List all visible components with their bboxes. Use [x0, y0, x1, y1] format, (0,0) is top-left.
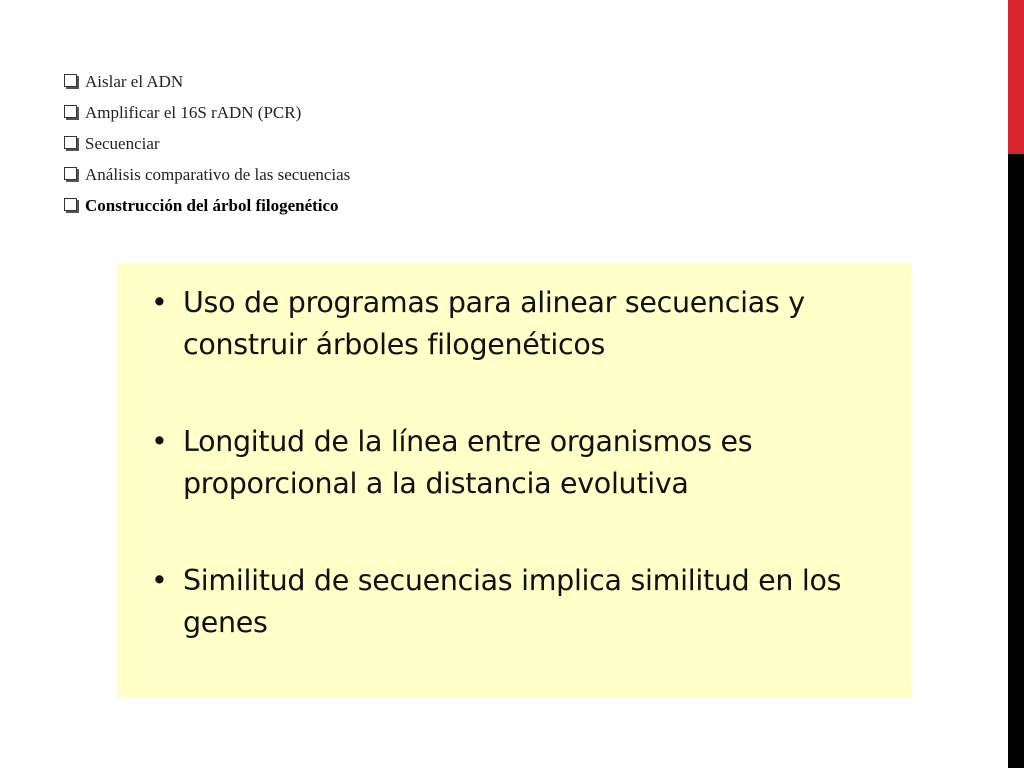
checkbox-icon — [64, 198, 77, 211]
bullet-icon: • — [151, 286, 168, 319]
bullet-icon: • — [151, 425, 168, 458]
phylogeny-notes-box — [117, 264, 912, 698]
accent-bar-black — [1008, 154, 1024, 768]
checkbox-icon — [64, 136, 77, 149]
checkbox-icon — [64, 167, 77, 180]
checkbox-icon — [64, 74, 77, 87]
bullet-icon: • — [151, 564, 168, 597]
accent-bar-red — [1008, 0, 1024, 154]
step-label: Construcción del árbol filogenético — [85, 195, 339, 215]
step-item-3 — [64, 128, 350, 159]
step-label: Amplificar el 16S rADN (PCR) — [85, 102, 302, 122]
step-label: Secuenciar — [85, 133, 160, 153]
note-text: Uso de programas para alinear secuencias y construir árboles filogenéticos — [183, 286, 805, 361]
step-item-5-current — [64, 190, 350, 221]
process-steps-list — [64, 66, 350, 221]
step-item-1 — [64, 66, 350, 97]
note-text: Longitud de la línea entre organismos es proporcional a la distancia evolutiva — [183, 425, 753, 500]
step-item-4 — [64, 159, 350, 190]
checkbox-icon — [64, 105, 77, 118]
step-label: Aislar el ADN — [85, 71, 184, 91]
note-item-sequence-similarity — [149, 560, 882, 644]
note-item-alignment-programs — [149, 282, 882, 366]
step-item-2 — [64, 97, 350, 128]
note-item-line-length — [149, 421, 882, 505]
step-label: Análisis comparativo de las secuencias — [85, 164, 351, 184]
note-text: Similitud de secuencias implica similitud en los genes — [183, 564, 842, 639]
